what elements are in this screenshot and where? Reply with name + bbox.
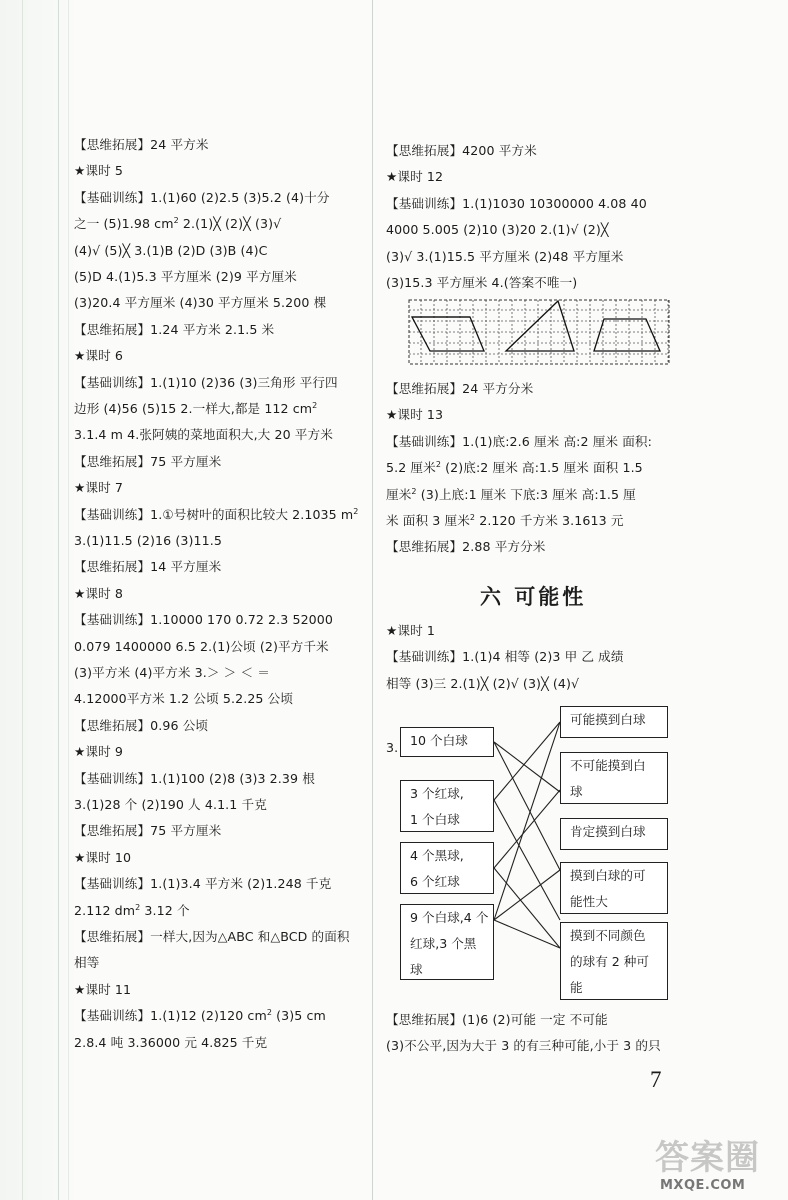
text-line: 【思维拓展】(1)6 (2)可能 一定 不可能	[386, 1012, 608, 1027]
match-right-box-4: 摸到白球的可 能性大	[560, 862, 668, 914]
match-right-box-3: 肯定摸到白球	[560, 818, 668, 850]
match-right-box-5: 摸到不同颜色 的球有 2 种可 能	[560, 922, 668, 1000]
column-divider	[372, 0, 373, 1200]
text-line: 【基础训练】1.(1)3.4 平方米 (2)1.248 千克	[74, 876, 332, 892]
binding-line	[22, 0, 23, 1200]
text-line: 【思维拓展】1.24 平方米 2.1.5 米	[74, 321, 275, 337]
text-line: ★课时 13	[386, 407, 444, 423]
watermark-logo: 答案圈	[655, 1138, 760, 1178]
trapezoid-triangle-grid	[408, 299, 670, 365]
text-line: (4)√ (5)╳ 3.(1)B (2)D (3)B (4)C	[74, 242, 268, 258]
binding-margin	[0, 0, 78, 1200]
text-line: 【思维拓展】14 平方厘米	[74, 559, 222, 575]
text-line: 【思维拓展】2.88 平方分米	[386, 539, 546, 555]
match-left-box-2: 3 个红球, 1 个白球	[400, 780, 494, 832]
text-line: ★课时 7	[74, 480, 123, 496]
match-left-box-4: 9 个白球,4 个 红球,3 个黑 球	[400, 904, 494, 980]
text-line: 【思维拓展】4200 平方米	[386, 143, 537, 158]
text-line: 4000 5.005 (2)10 (3)20 2.(1)√ (2)╳	[386, 222, 609, 238]
text-line: 【基础训练】1.10000 170 0.72 2.3 52000	[74, 612, 334, 628]
text-line: 【基础训练】1.(1)60 (2)2.5 (3)5.2 (4)十分	[74, 189, 330, 205]
text-line: 相等 (3)三 2.(1)╳ (2)√ (3)╳ (4)√	[386, 675, 580, 691]
text-line: 【思维拓展】24 平方米	[74, 137, 209, 152]
question-number: 3.	[386, 740, 399, 755]
match-left-box-3: 4 个黑球, 6 个红球	[400, 842, 494, 894]
text-line: 【思维拓展】75 平方厘米	[74, 453, 222, 469]
text-line: 【基础训练】1.(1)10 (2)36 (3)三角形 平行四	[74, 374, 338, 390]
text-line: 【基础训练】1.(1)4 相等 (2)3 甲 乙 成绩	[386, 649, 624, 665]
text-line: 0.079 1400000 6.5 2.(1)公顷 (2)平方千米	[74, 638, 329, 654]
text-line: ★课时 11	[74, 981, 132, 997]
text-line: 5.2 厘米$^2$ (2)底:2 厘米 高:1.5 厘米 面积 1.5	[386, 460, 643, 476]
matching-diagram	[386, 700, 686, 1010]
text-line: 米 面积 3 厘米$^2$ 2.120 千方米 3.1613 元	[386, 513, 624, 528]
binding-line	[68, 0, 69, 1200]
watermark-url: MXQE.COM	[660, 1178, 746, 1193]
text-line: 之一 (5)1.98 $cm^2$ 2.(1)╳ (2)╳ (3)√	[74, 216, 282, 232]
text-line: 2.8.4 吨 3.36000 元 4.825 千克	[74, 1034, 268, 1050]
binding-line	[58, 0, 59, 1200]
text-line: 边形 (4)56 (5)15 2.一样大,都是 112 $cm^2$	[74, 401, 318, 416]
text-line: (5)D 4.(1)5.3 平方厘米 (2)9 平方厘米	[74, 269, 297, 284]
trapezoid-shape-2	[594, 319, 660, 351]
text-line: 【思维拓展】一样大,因为△ABC 和△BCD 的面积	[74, 929, 350, 944]
text-line: ★课时 6	[74, 348, 123, 364]
text-line: 【基础训练】1.(1)12 (2)120 $cm^2$ (3)5 cm	[74, 1008, 326, 1024]
text-line: 4.12000平方米 1.2 公顷 5.2.25 公顷	[74, 691, 294, 707]
text-line: (3)√ 3.(1)15.5 平方厘米 (2)48 平方厘米	[386, 248, 624, 264]
text-line: (3)平方米 (4)平方米 3.＞ ＞ ＜ ＝	[74, 665, 270, 680]
match-right-box-1: 可能摸到白球	[560, 706, 668, 738]
text-line: 3.1.4 m 4.张阿姨的菜地面积大,大 20 平方米	[74, 427, 333, 443]
match-left-box-1: 10 个白球	[400, 727, 494, 757]
text-line: (3)15.3 平方厘米 4.(答案不唯一)	[386, 275, 578, 290]
text-line: ★课时 10	[74, 849, 132, 865]
text-line: 【思维拓展】75 平方厘米	[74, 823, 222, 839]
section-title: 六 可能性	[480, 585, 587, 609]
text-line: (3)20.4 平方厘米 (4)30 平方厘米 5.200 棵	[74, 295, 327, 311]
text-line: (3)不公平,因为大于 3 的有三种可能,小于 3 的只	[386, 1038, 661, 1054]
text-line: ★课时 9	[74, 744, 123, 760]
text-line: 2.112 $dm^2$ 3.12 个	[74, 902, 190, 918]
match-right-box-2: 不可能摸到白 球	[560, 752, 668, 804]
text-line: 3.(1)11.5 (2)16 (3)11.5	[74, 533, 222, 548]
text-line: 厘米$^2$ (3)上底:1 厘米 下底:3 厘米 高:1.5 厘	[386, 486, 636, 502]
text-line: ★课时 5	[74, 163, 123, 179]
text-line: 【基础训练】1.(1)1030 10300000 4.08 40	[386, 195, 647, 211]
text-line: 【思维拓展】0.96 公顷	[74, 717, 209, 733]
answer-grid-figure	[408, 299, 670, 369]
text-line: ★课时 1	[386, 623, 435, 638]
text-line: ★课时 8	[74, 585, 123, 601]
text-line: 3.(1)28 个 (2)190 人 4.1.1 千克	[74, 797, 267, 812]
text-line: 【基础训练】1.(1)100 (2)8 (3)3 2.39 根	[74, 770, 315, 786]
text-line: 【思维拓展】24 平方分米	[386, 381, 534, 396]
text-line: 【基础训练】1.①号树叶的面积比较大 2.1035 $m^2$	[74, 506, 359, 522]
text-line: 相等	[74, 955, 100, 971]
text-line: ★课时 12	[386, 169, 444, 185]
page-number: 7	[650, 1067, 662, 1092]
text-line: 【基础训练】1.(1)底:2.6 厘米 高:2 厘米 面积:	[386, 433, 652, 449]
